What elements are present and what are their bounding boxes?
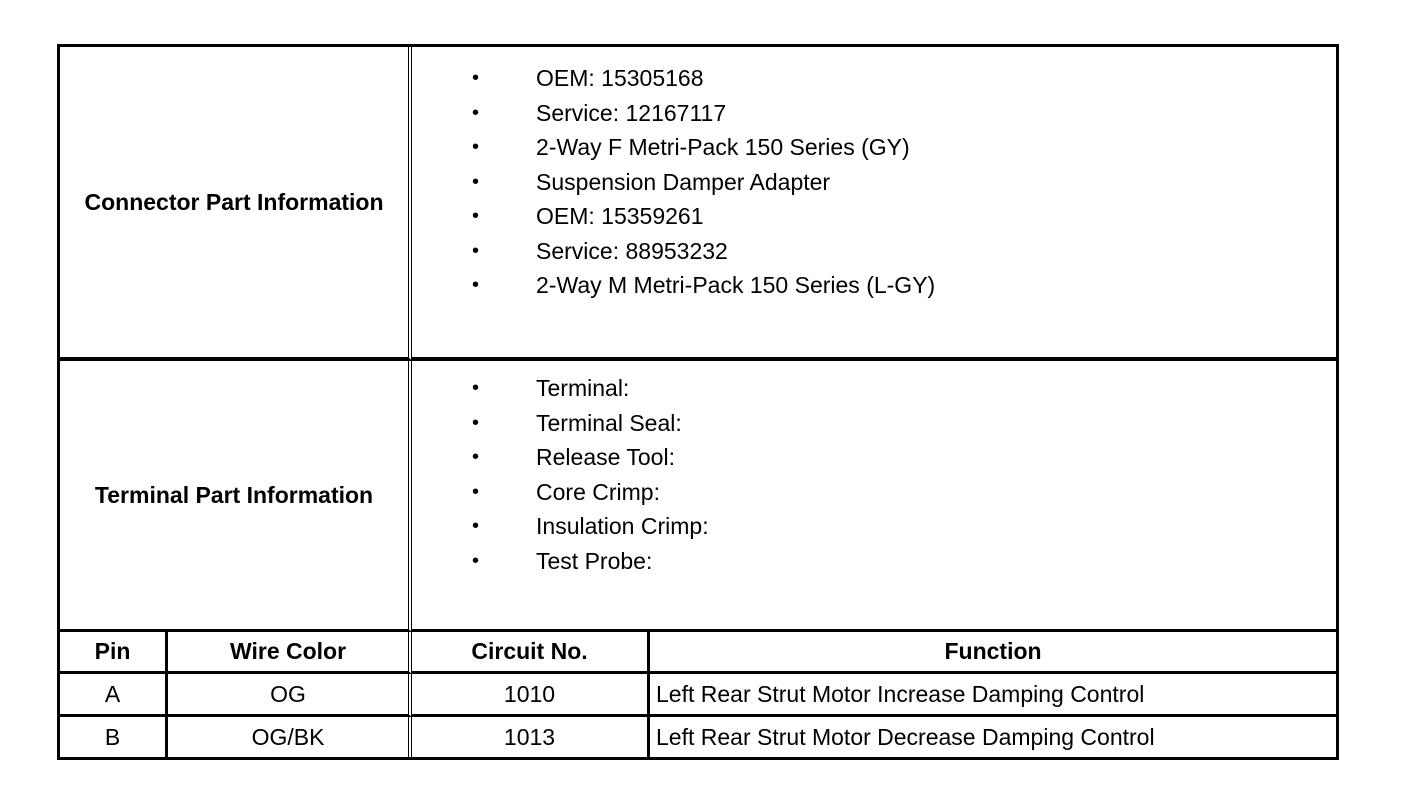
- header-function: Function: [650, 632, 1336, 674]
- terminal-part-list: [472, 371, 1336, 578]
- bullet-icon: •: [472, 67, 480, 89]
- table-row: [60, 674, 1336, 717]
- pin-table-header: [60, 632, 1336, 674]
- list-item: • Suspension Damper Adapter: [472, 165, 1336, 200]
- wire-color-cell: OG: [168, 674, 412, 717]
- wire-color-cell: OG/BK: [168, 717, 412, 757]
- connector-part-content: [412, 47, 1336, 361]
- pin-cell: A: [60, 674, 168, 717]
- bullet-icon: •: [472, 170, 480, 193]
- list-item: • Terminal:: [472, 371, 1336, 406]
- connector-part-row: [60, 47, 1336, 361]
- circuit-no-cell: 1010: [412, 674, 650, 717]
- pin-cell: B: [60, 717, 168, 757]
- list-item: • OEM: 15305168: [472, 61, 1336, 96]
- circuit-no-cell: 1013: [412, 717, 650, 757]
- terminal-part-row: [60, 361, 1336, 632]
- connector-info-table: [57, 44, 1339, 760]
- bullet-icon: •: [472, 549, 480, 572]
- list-item: • 2-Way F Metri-Pack 150 Series (GY): [472, 130, 1336, 165]
- list-item: • Service: 88953232: [472, 234, 1336, 269]
- list-item: • Terminal Seal:: [472, 406, 1336, 441]
- connector-part-label: Connector Part Information: [60, 47, 412, 361]
- bullet-icon: •: [472, 377, 480, 399]
- bullet-icon: •: [472, 101, 480, 124]
- list-item: • Insulation Crimp:: [472, 509, 1336, 544]
- connector-part-list: [472, 61, 1336, 303]
- list-item: • Test Probe:: [472, 544, 1336, 579]
- bullet-icon: •: [472, 136, 480, 158]
- header-wire-color: Wire Color: [168, 632, 412, 674]
- table-row: [60, 717, 1336, 757]
- list-item: • Release Tool:: [472, 440, 1336, 475]
- bullet-icon: •: [472, 480, 480, 503]
- bullet-icon: •: [472, 239, 480, 262]
- bullet-icon: •: [472, 515, 480, 537]
- bullet-icon: •: [472, 205, 480, 227]
- bullet-icon: •: [472, 446, 480, 468]
- bullet-icon: •: [472, 274, 480, 296]
- list-item: • OEM: 15359261: [472, 199, 1336, 234]
- list-item: • 2-Way M Metri-Pack 150 Series (L-GY): [472, 268, 1336, 303]
- list-item: • Core Crimp:: [472, 475, 1336, 510]
- header-circuit-no: Circuit No.: [412, 632, 650, 674]
- function-cell: Left Rear Strut Motor Increase Damping Control: [650, 674, 1336, 717]
- header-pin: Pin: [60, 632, 168, 674]
- terminal-part-content: [412, 361, 1336, 632]
- function-cell: Left Rear Strut Motor Decrease Damping Control: [656, 723, 1155, 750]
- bullet-icon: •: [472, 411, 480, 434]
- list-item: • Service: 12167117: [472, 96, 1336, 131]
- terminal-part-label: Terminal Part Information: [60, 361, 412, 632]
